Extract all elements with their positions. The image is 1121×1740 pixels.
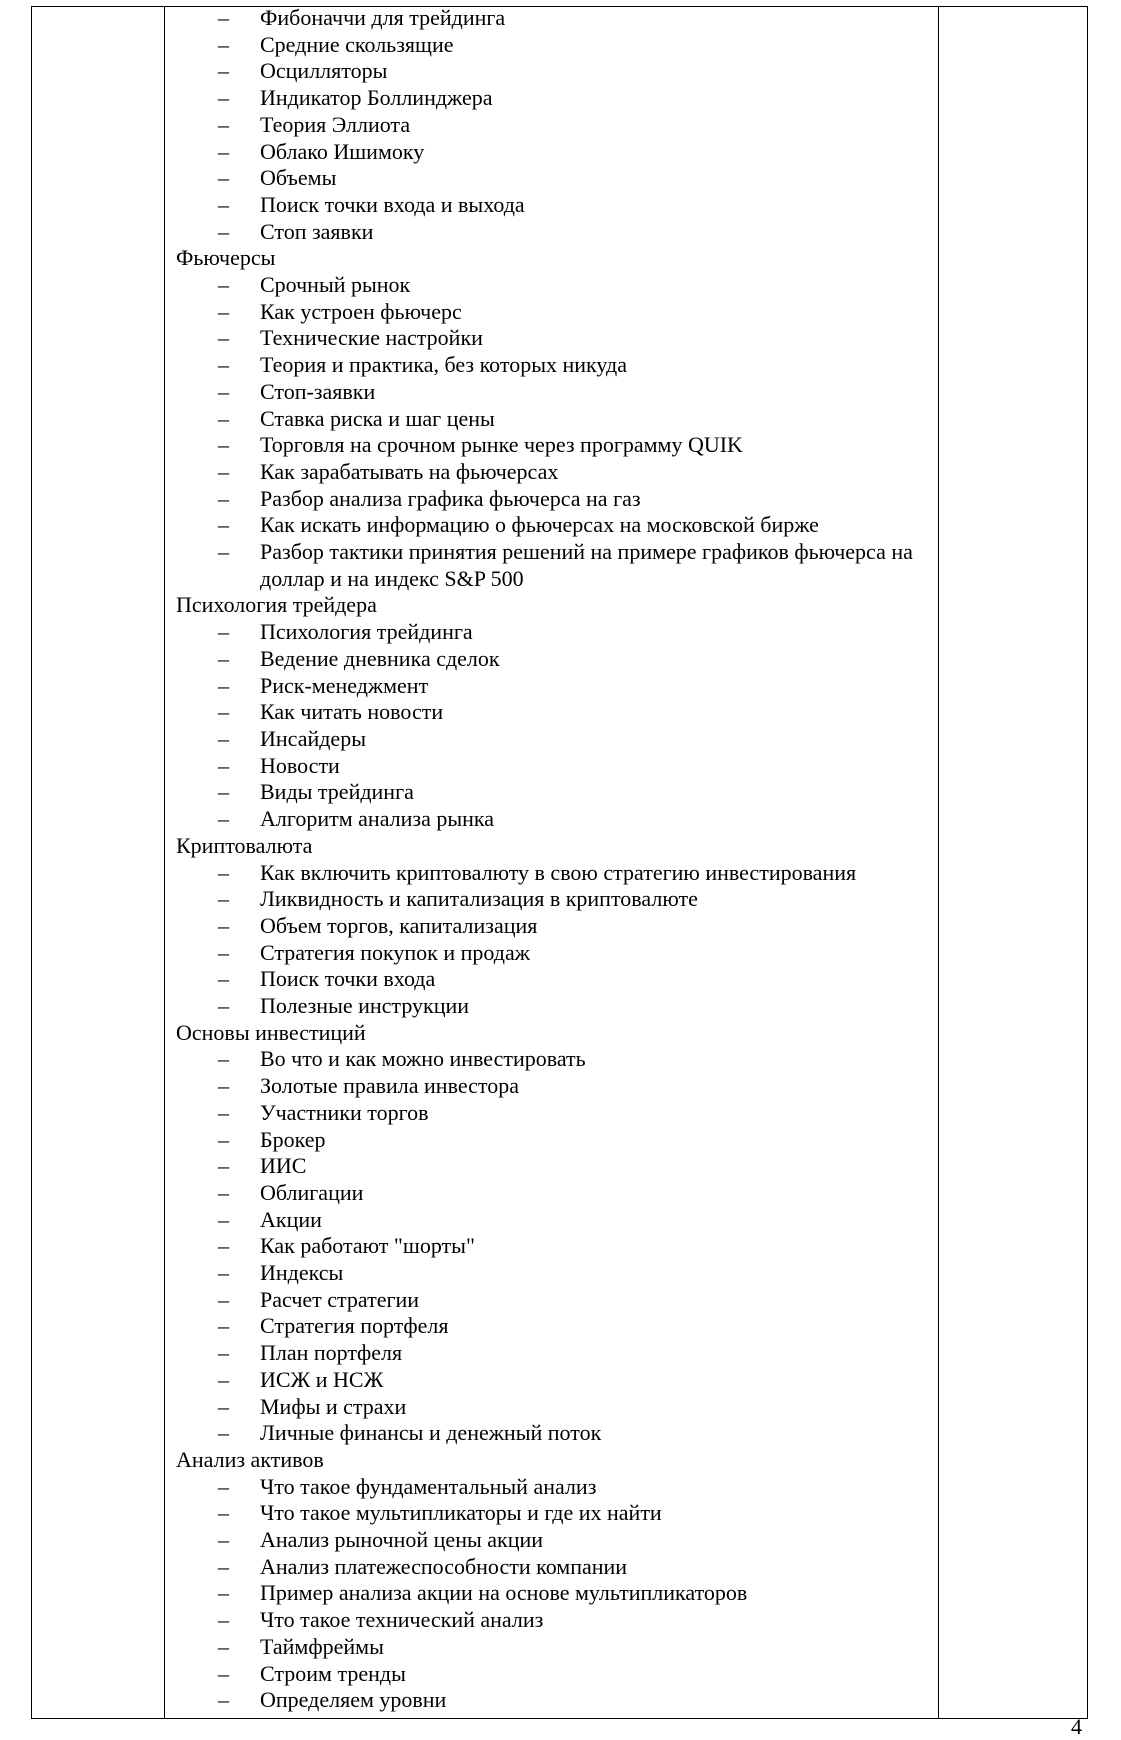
list-item <box>176 1661 936 1688</box>
list-item <box>176 1073 936 1100</box>
list-item-text: Что такое технический анализ <box>260 1607 544 1633</box>
list-item-text: Стоп заявки <box>260 218 374 244</box>
dash-bullet: – <box>218 1660 229 1686</box>
dash-bullet: – <box>218 779 229 805</box>
list-item <box>176 299 936 326</box>
list-item <box>176 1127 936 1154</box>
list-item <box>176 539 936 592</box>
list-item <box>176 1527 936 1554</box>
list-item-text: Таймфреймы <box>260 1633 384 1659</box>
dash-bullet: – <box>218 672 229 698</box>
dash-bullet: – <box>218 325 229 351</box>
list-item-text: Инсайдеры <box>260 725 366 751</box>
list-item <box>176 699 936 726</box>
list-item-text: Анализ платежеспособности компании <box>260 1553 628 1579</box>
list-item-text: Виды трейдинга <box>260 779 414 805</box>
list-item <box>176 219 936 246</box>
list-item <box>176 913 936 940</box>
dash-bullet: – <box>218 31 229 57</box>
list-item-text: Поиск точки входа и выхода <box>260 191 525 217</box>
list-item <box>176 860 936 887</box>
list-item-text: Риск-менеджмент <box>260 672 429 698</box>
dash-bullet: – <box>218 165 229 191</box>
list-item <box>176 1367 936 1394</box>
table-column-divider-right <box>938 7 939 1718</box>
list-item-text: Облако Ишимоку <box>260 138 425 164</box>
dash-bullet: – <box>218 1206 229 1232</box>
dash-bullet: – <box>218 1500 229 1526</box>
list-item-text: Осцилляторы <box>260 58 388 84</box>
list-item-text: Как искать информацию о фьючерсах на московской бирже <box>260 512 819 538</box>
list-item <box>176 1287 936 1314</box>
list-item-text: Стратегия портфеля <box>260 1313 449 1339</box>
dash-bullet: – <box>218 1340 229 1366</box>
page-number: 4 <box>1071 1714 1082 1739</box>
list-item <box>176 1260 936 1287</box>
dash-bullet: – <box>218 1260 229 1286</box>
dash-bullet: – <box>218 806 229 832</box>
list-item <box>176 993 936 1020</box>
section-title: Анализ активов <box>176 1446 324 1472</box>
list-item-text: Индексы <box>260 1260 344 1286</box>
list-item <box>176 272 936 299</box>
list-item <box>176 673 936 700</box>
list-item-text: Золотые правила инвестора <box>260 1073 519 1099</box>
list-item-text: Что такое мультипликаторы и где их найти <box>260 1500 662 1526</box>
dash-bullet: – <box>218 1153 229 1179</box>
dash-bullet: – <box>218 111 229 137</box>
list-item <box>176 486 936 513</box>
list-item <box>176 32 936 59</box>
list-item <box>176 1313 936 1340</box>
list-item-text: Средние скользящие <box>260 31 454 57</box>
list-item <box>176 432 936 459</box>
topic-list <box>176 5 936 245</box>
list-item <box>176 1687 936 1714</box>
list-item <box>176 58 936 85</box>
list-item <box>176 192 936 219</box>
list-item <box>176 779 936 806</box>
dash-bullet: – <box>218 1366 229 1392</box>
list-item-text: Объемы <box>260 165 337 191</box>
list-item-text: Технические настройки <box>260 325 483 351</box>
dash-bullet: – <box>218 1313 229 1339</box>
dash-bullet: – <box>218 1099 229 1125</box>
dash-bullet: – <box>218 859 229 885</box>
list-item <box>176 1153 936 1180</box>
list-item-text: Торговля на срочном рынке через программу QUIK <box>260 432 743 458</box>
list-item-text: План портфеля <box>260 1340 403 1366</box>
list-item <box>176 1180 936 1207</box>
list-item-text: Строим тренды <box>260 1660 406 1686</box>
dash-bullet: – <box>218 725 229 751</box>
dash-bullet: – <box>218 1687 229 1713</box>
topic-list <box>176 272 936 592</box>
list-item-text: Стратегия покупок и продаж <box>260 939 530 965</box>
list-item <box>176 886 936 913</box>
list-item-text: Определяем уровни <box>260 1687 447 1713</box>
dash-bullet: – <box>218 966 229 992</box>
list-item-text: Стоп-заявки <box>260 378 376 404</box>
list-item-text: Акции <box>260 1206 322 1232</box>
list-item <box>176 753 936 780</box>
list-item <box>176 352 936 379</box>
list-item-text: Новости <box>260 752 340 778</box>
dash-bullet: – <box>218 1179 229 1205</box>
list-item <box>176 139 936 166</box>
dash-bullet: – <box>218 272 229 298</box>
table-column-divider-left <box>164 7 165 1718</box>
dash-bullet: – <box>218 619 229 645</box>
dash-bullet: – <box>218 485 229 511</box>
list-item <box>176 1420 936 1447</box>
list-item <box>176 1554 936 1581</box>
dash-bullet: – <box>218 191 229 217</box>
list-item <box>176 459 936 486</box>
dash-bullet: – <box>218 886 229 912</box>
list-item-text: Расчет стратегии <box>260 1286 420 1312</box>
dash-bullet: – <box>218 352 229 378</box>
dash-bullet: – <box>218 5 229 30</box>
list-item <box>176 1580 936 1607</box>
section-title: Фьючерсы <box>176 245 276 271</box>
list-item-text: Участники торгов <box>260 1099 429 1125</box>
list-item <box>176 1394 936 1421</box>
list-item <box>176 379 936 406</box>
list-item <box>176 5 936 32</box>
dash-bullet: – <box>218 1553 229 1579</box>
list-item <box>176 85 936 112</box>
topic-list <box>176 1474 936 1714</box>
list-item-text: Как зарабатывать на фьючерсах <box>260 458 559 484</box>
list-item <box>176 726 936 753</box>
dash-bullet: – <box>218 993 229 1019</box>
list-item <box>176 1100 936 1127</box>
list-item-text: Теория Эллиота <box>260 111 411 137</box>
dash-bullet: – <box>218 939 229 965</box>
section-title: Психология трейдера <box>176 592 377 618</box>
list-item <box>176 1500 936 1527</box>
list-item-text: Как читать новости <box>260 699 444 725</box>
dash-bullet: – <box>218 512 229 538</box>
dash-bullet: – <box>218 1046 229 1072</box>
list-item-text: Во что и как можно инвестировать <box>260 1046 586 1072</box>
list-item-text: Ставка риска и шаг цены <box>260 405 495 431</box>
dash-bullet: – <box>218 1233 229 1259</box>
list-item <box>176 806 936 833</box>
dash-bullet: – <box>218 1633 229 1659</box>
list-item-text: Пример анализа акции на основе мультипликаторов <box>260 1580 748 1606</box>
list-item-text: Срочный рынок <box>260 272 411 298</box>
list-item-text: Разбор анализа графика фьючерса на газ <box>260 485 641 511</box>
list-item-text: ИСЖ и НСЖ <box>260 1366 384 1392</box>
list-item-text: Как устроен фьючерс <box>260 298 462 324</box>
list-item-text: Поиск точки входа <box>260 966 436 992</box>
dash-bullet: – <box>218 1527 229 1553</box>
list-item-text: Мифы и страхи <box>260 1393 407 1419</box>
list-item <box>176 1634 936 1661</box>
section-title: Криптовалюта <box>176 832 313 858</box>
list-item-text: Анализ рыночной цены акции <box>260 1527 544 1553</box>
list-item <box>176 512 936 539</box>
dash-bullet: – <box>218 138 229 164</box>
list-item-text: Разбор тактики принятия решений на примере графиков фьючерса на доллар и на индекс S&P 500 <box>260 539 913 591</box>
list-item <box>176 1207 936 1234</box>
dash-bullet: – <box>218 1607 229 1633</box>
dash-bullet: – <box>218 912 229 938</box>
list-item-text: Брокер <box>260 1126 326 1152</box>
topics-cell <box>176 5 936 1714</box>
dash-bullet: – <box>218 405 229 431</box>
list-item <box>176 619 936 646</box>
list-item-text: Психология трейдинга <box>260 619 473 645</box>
list-item-text: Как включить криптовалюту в свою стратегию инвестирования <box>260 859 857 885</box>
list-item-text: Алгоритм анализа рынка <box>260 806 495 832</box>
dash-bullet: – <box>218 58 229 84</box>
dash-bullet: – <box>218 1126 229 1152</box>
list-item-text: Объем торгов, капитализация <box>260 912 538 938</box>
list-item-text: Полезные инструкции <box>260 993 470 1019</box>
list-item <box>176 940 936 967</box>
dash-bullet: – <box>218 1473 229 1499</box>
list-item-text: Как работают "шорты" <box>260 1233 475 1259</box>
topic-list <box>176 860 936 1020</box>
dash-bullet: – <box>218 1420 229 1446</box>
dash-bullet: – <box>218 432 229 458</box>
list-item <box>176 406 936 433</box>
dash-bullet: – <box>218 458 229 484</box>
list-item-text: Ведение дневника сделок <box>260 645 500 671</box>
list-item <box>176 646 936 673</box>
list-item <box>176 1233 936 1260</box>
dash-bullet: – <box>218 378 229 404</box>
list-item <box>176 325 936 352</box>
dash-bullet: – <box>218 1286 229 1312</box>
list-item <box>176 1474 936 1501</box>
dash-bullet: – <box>218 218 229 244</box>
section-title: Основы инвестиций <box>176 1019 366 1045</box>
list-item <box>176 1607 936 1634</box>
list-item <box>176 966 936 993</box>
dash-bullet: – <box>218 1580 229 1606</box>
list-item-text: Теория и практика, без которых никуда <box>260 352 627 378</box>
list-item-text: Что такое фундаментальный анализ <box>260 1473 597 1499</box>
dash-bullet: – <box>218 645 229 671</box>
list-item <box>176 112 936 139</box>
dash-bullet: – <box>218 298 229 324</box>
list-item-text: Индикатор Боллинджера <box>260 85 493 111</box>
list-item <box>176 165 936 192</box>
list-item-text: Личные финансы и денежный поток <box>260 1420 602 1446</box>
topic-list <box>176 1046 936 1447</box>
dash-bullet: – <box>218 699 229 725</box>
dash-bullet: – <box>218 539 229 565</box>
list-item-text: ИИС <box>260 1153 307 1179</box>
topic-list <box>176 619 936 833</box>
list-item-text: Ликвидность и капитализация в криптовалюте <box>260 886 698 912</box>
dash-bullet: – <box>218 1393 229 1419</box>
dash-bullet: – <box>218 752 229 778</box>
list-item <box>176 1046 936 1073</box>
dash-bullet: – <box>218 85 229 111</box>
list-item-text: Облигации <box>260 1179 364 1205</box>
list-item-text: Фибоначчи для трейдинга <box>260 5 506 30</box>
dash-bullet: – <box>218 1073 229 1099</box>
list-item <box>176 1340 936 1367</box>
